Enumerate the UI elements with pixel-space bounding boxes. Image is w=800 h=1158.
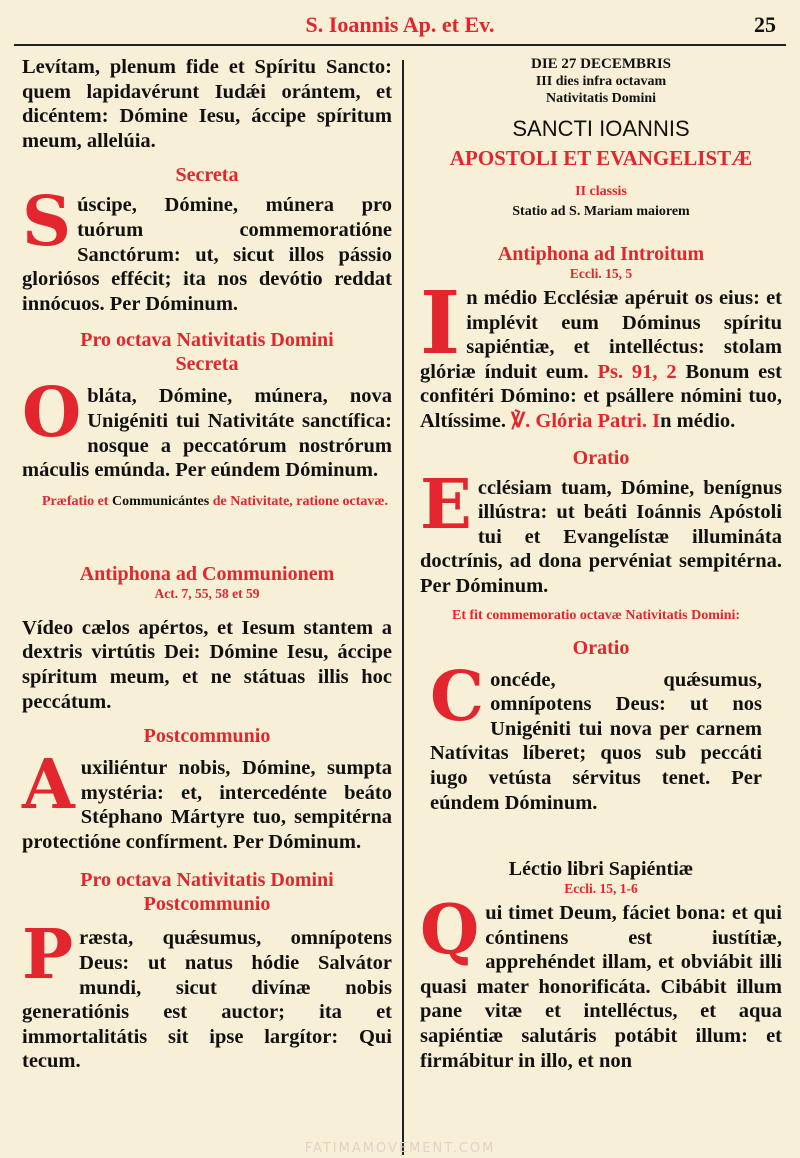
drop-cap-e: E	[420, 464, 472, 545]
statio: Statio ad S. Mariam maiorem	[512, 204, 690, 219]
drop-cap-a: A	[22, 745, 75, 826]
postcommunio-text: uxiliéntur nobis, Dómine, sumpta mystéria: et, intercedénte beáto Stéphano Mártyre tuo, sempitérna protectióne confírment. Per Dóminum.	[22, 757, 392, 853]
commemoration-rubric: Et fit commemoratio octavæ Nativitatis Domini:	[452, 607, 741, 623]
header-rule	[14, 44, 786, 46]
drop-cap-c: C	[430, 656, 485, 737]
watermark: FATIMAMOVEMENT.COM	[304, 1141, 496, 1156]
feast-title: SANCTI IOANNIS	[512, 116, 690, 141]
column-divider	[402, 60, 404, 1155]
left-column	[22, 55, 392, 1074]
introit-heading: Antiphona ad Introitum	[497, 243, 705, 265]
communion-reference: Act. 7, 55, 58 et 59	[154, 585, 260, 601]
drop-cap-p: P	[22, 915, 74, 996]
lectio-text: Qui timet Deum, fáciet bona: et qui cóntinens est iustítiæ, apprehéndet illam, et obviábit illi quasi mater honorificáta. Cibábit illum pane vitæ et intelléctus, et aqua sapiéntiæ salutáris potábit illum: et firmábitur in illo, et non	[420, 890, 782, 1072]
oratio-heading: Oratio	[572, 446, 630, 469]
octava-postcommunio-prayer	[22, 915, 392, 1074]
octava-secreta-heading: Pro octava Nativitatis Domini	[80, 329, 334, 352]
running-title: S. Ioannis Ap. et Ev.	[305, 12, 495, 37]
oratio-commemoration-prayer: Concéde, quǽsumus, omnípotens Deus: ut nos Unigéniti tui nova per carnem Natívitas líberet; quos sub peccáti iugo vetústa sérvitus tenet. Per eúndem Dóminum.	[430, 656, 762, 814]
running-header	[0, 0, 800, 40]
lectio-heading: Léctio libri Sapiéntiæ	[508, 858, 694, 881]
octava-postcommunio-heading: Pro octava Nativitatis Domini	[80, 869, 334, 892]
octava-secreta-prayer	[22, 373, 392, 482]
secreta-text: úscipe, Dómine, múnera pro tuórum commemoratióne Sanctórum: ut, sicut illos pássio gloriósos effécit; ita nos devótio reddat innócuos. Per Dóminum.	[22, 194, 392, 315]
octava-postcommunio-subheading: Postcommunio	[143, 893, 271, 916]
octave-day: III dies infra octavam	[535, 74, 667, 89]
secreta-heading: Secreta	[175, 164, 239, 187]
octava-postcommunio-text: ræsta, quǽsumus, omnípotens Deus: ut natus hódie Salvátor mundi, sicut divínæ nobis generatiónis est auctor; ita et immortalitátis sit ipse largítor: Qui tecum.	[22, 927, 392, 1073]
versicle-symbol: ℣.	[511, 409, 531, 432]
octave-name: Nativitatis Domini	[545, 91, 657, 106]
introit-text: In médio Ecclésiæ apéruit os eius: et implévit eum Dóminus spíritu sapiéntiæ, et intelléctus: stolam glóriæ índuit eum. Ps. 91, 2 Bonum est confitéri Dómino: et psállere nómini tuo, Altíssime. ℣. Glória Patri. In médio.	[420, 273, 783, 432]
oratio-prayer: Ecclésiam tuam, Dómine, benígnus illústra: ut beáti Ioánnis Apóstoli tui et Evangelístæ illumináta doctrínis, ad dona pervéniat sempitérna. Per Dóminum.	[420, 464, 782, 597]
lectio-reference: Eccli. 15, 1-6	[564, 881, 638, 897]
octava-secreta-subheading: Secreta	[175, 353, 239, 376]
offertory-continuation: Levítam, plenum fide et Spíritu Sancto: quem lapidavérunt Iudǽi orántem, et dicéntem: Dómine Iesu, áccipe spíritum meum, allelúia.	[22, 56, 392, 152]
secreta-prayer	[22, 182, 392, 316]
right-column	[420, 55, 782, 1073]
communion-text: Vídeo cælos apértos, et Iesum stantem a dextris virtútis Dei: Dómine Iesu, áccipe spíritum meum, et ne státuas illis hoc peccátum.	[22, 616, 392, 713]
oratio-commemoration-heading: Oratio	[572, 636, 630, 659]
drop-cap-q: Q	[420, 890, 480, 971]
feast-class: II classis	[575, 184, 627, 199]
octava-secreta-text: bláta, Dómine, múnera, nova Unigéniti tui Nativitáte sanctífica: nosque a peccatórum nostrórum máculis emúnda. Per eúndem Dóminum.	[22, 385, 392, 482]
preface-rubric: Præfatio et Communicántes de Nativitate, ratione octavæ.	[42, 493, 389, 509]
psalm-reference: Ps. 91, 2	[597, 360, 677, 383]
feast-subtitle: APOSTOLI ET EVANGELISTÆ	[449, 146, 753, 170]
drop-cap-i: I	[420, 273, 461, 374]
drop-cap-o: O	[22, 373, 82, 454]
postcommunio-heading: Postcommunio	[143, 725, 271, 748]
postcommunio-prayer	[22, 745, 392, 854]
feast-date: DIE 27 DECEMBRIS	[530, 56, 672, 72]
page-number: 25	[754, 12, 776, 37]
introit-reference: Eccli. 15, 5	[569, 266, 633, 281]
drop-cap-s: S	[22, 182, 72, 263]
communion-heading: Antiphona ad Communionem	[79, 562, 335, 585]
